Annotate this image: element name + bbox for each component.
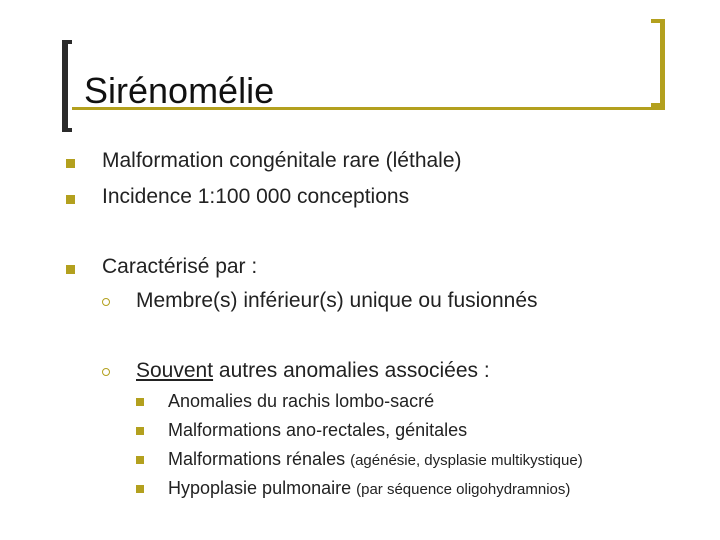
title-bracket-right xyxy=(651,19,665,107)
bullet-circle-icon xyxy=(102,298,110,306)
bullet-incidence: Incidence 1:100 000 conceptions xyxy=(102,185,410,208)
souvent-underlined: Souvent xyxy=(136,359,214,382)
subsub-main: Malformations rénales xyxy=(168,449,351,469)
bullet-square-small-icon xyxy=(136,398,144,406)
subsub-main: Malformations ano-rectales, génitales xyxy=(168,420,468,440)
bullet-caracterise: Caractérisé par : xyxy=(102,255,258,278)
sub-item-anomalies xyxy=(136,358,490,384)
slide-title: Sirénomélie xyxy=(84,70,275,111)
subsub-item-ano-rectales xyxy=(168,419,467,441)
subsub-item-rachis xyxy=(168,390,434,412)
bullet-square-small-icon xyxy=(136,485,144,493)
bullet-circle-icon xyxy=(102,368,110,376)
sub-item-membres: Membre(s) inférieur(s) unique ou fusionnés xyxy=(136,289,538,312)
subsub-detail: (par séquence oligohydramnios) xyxy=(356,481,571,498)
subsub-item-renales xyxy=(168,448,583,472)
bullet-square-small-icon xyxy=(136,427,144,435)
subsub-main: Anomalies du rachis lombo-sacré xyxy=(168,391,435,411)
bullet-square-icon xyxy=(66,195,75,204)
subsub-main: Hypoplasie pulmonaire xyxy=(168,478,357,498)
bullet-square-icon xyxy=(66,265,75,274)
title-bracket-left xyxy=(62,40,72,132)
subsub-detail: (agénésie, dysplasie multikystique) xyxy=(350,452,583,469)
bullet-malformation: Malformation congénitale rare (léthale) xyxy=(102,149,462,172)
bullet-square-small-icon xyxy=(136,456,144,464)
sub-item-anomalies-rest: autres anomalies associées : xyxy=(213,359,490,382)
bullet-square-icon xyxy=(66,159,75,168)
subsub-item-pulmonaire xyxy=(168,477,570,501)
